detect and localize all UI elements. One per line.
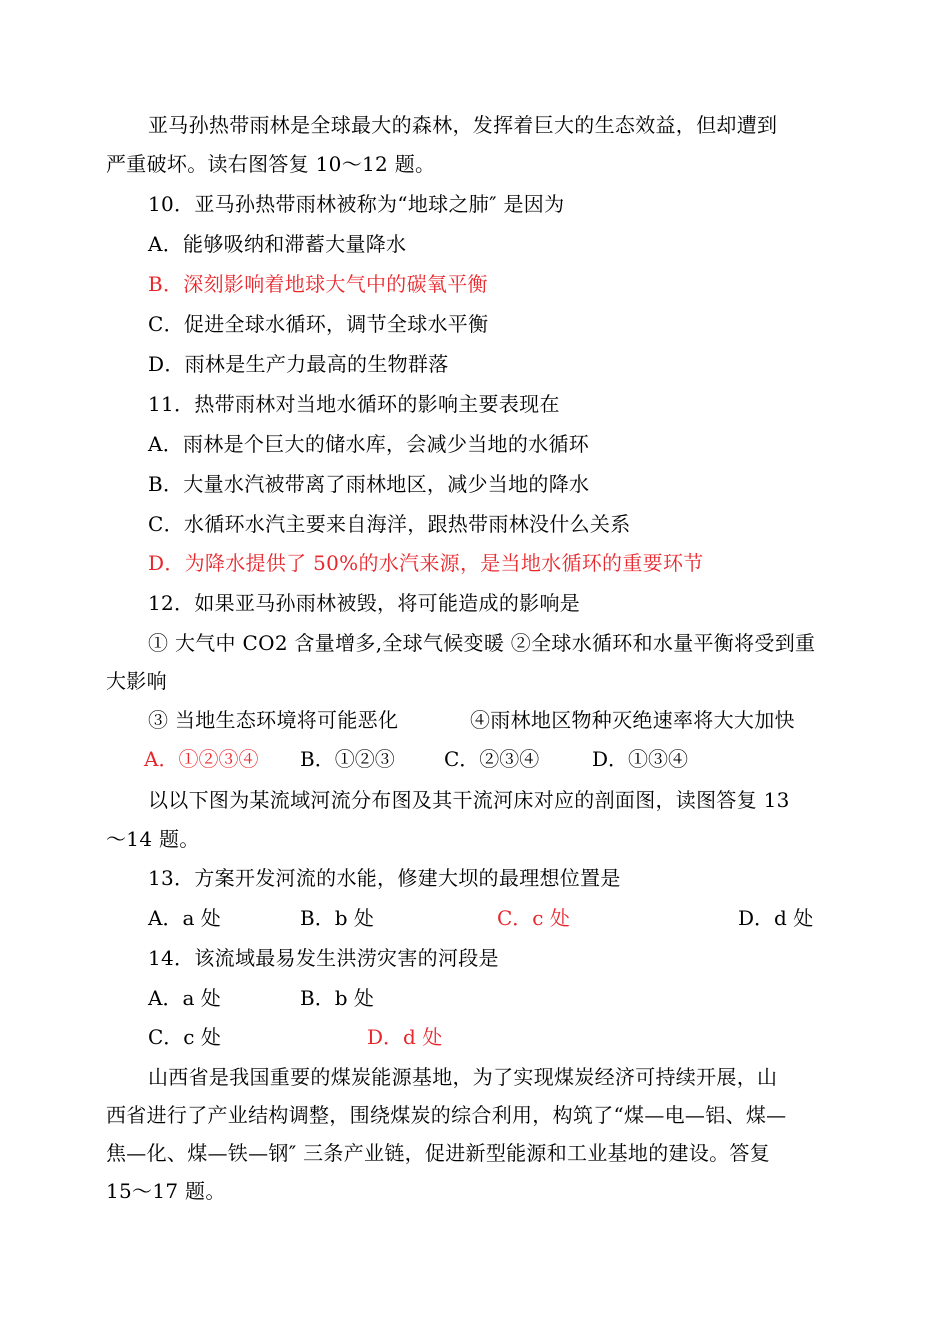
q12-option-d: D．①③④: [592, 747, 689, 771]
q11-option-a: A．雨林是个巨大的储水库，会减少当地的水循环: [148, 432, 590, 456]
q10-option-c: C．促进全球水循环，调节全球水平衡: [148, 312, 489, 336]
intro-3-line-4: 15～17 题。: [106, 1179, 226, 1203]
q14-option-b: B．b 处: [300, 986, 374, 1010]
q13-stem: 13．方案开发河流的水能，修建大坝的最理想位置是: [148, 866, 621, 890]
q14-option-c: C．c 处: [148, 1025, 221, 1049]
q14-option-d-answer: D．d 处: [367, 1025, 443, 1049]
q12-items-line-1: ① 大气中 CO2 含量增多,全球气候变暖 ②全球水循环和水量平衡将受到重: [148, 631, 816, 655]
q12-option-b: B．①②③: [300, 747, 395, 771]
q12-item-3: ③ 当地生态环境将可能恶化: [148, 708, 399, 732]
q11-option-d-answer: D．为降水提供了 50%的水汽来源，是当地水循环的重要环节: [148, 551, 704, 575]
q12-option-c: C．②③④: [444, 747, 540, 771]
q10-option-a: A．能够吸纳和滞蓄大量降水: [148, 232, 407, 256]
q13-option-c-answer: C．c 处: [497, 906, 570, 930]
intro-3-line-3: 焦—化、煤—铁—钢″ 三条产业链，促进新型能源和工业基地的建设。答复: [106, 1141, 771, 1165]
q10-option-b-answer: B．深刻影响着地球大气中的碳氧平衡: [148, 272, 488, 296]
q12-item-4: ④雨林地区物种灭绝速率将大大加快: [470, 708, 795, 732]
q11-option-c: C．水循环水汽主要来自海洋，跟热带雨林没什么关系: [148, 512, 631, 536]
q10-stem: 10．亚马孙热带雨林被称为“地球之肺″ 是因为: [148, 192, 565, 216]
q14-option-a: A．a 处: [148, 986, 221, 1010]
q12-option-a-answer: A．①②③④: [144, 747, 259, 771]
intro-1-line-2: 严重破坏。读右图答复 10～12 题。: [106, 152, 436, 176]
q11-option-b: B．大量水汽被带离了雨林地区，减少当地的降水: [148, 472, 590, 496]
q12-stem: 12．如果亚马孙雨林被毁，将可能造成的影响是: [148, 591, 581, 615]
q12-items-line-2: 大影响: [106, 669, 167, 693]
q14-stem: 14．该流域最易发生洪涝灾害的河段是: [148, 946, 499, 970]
q11-stem: 11．热带雨林对当地水循环的影响主要表现在: [148, 392, 560, 416]
intro-2-line-1: 以以下图为某流域河流分布图及其干流河床对应的剖面图，读图答复 13: [148, 788, 790, 812]
q13-option-a: A．a 处: [148, 906, 221, 930]
intro-3-line-1: 山西省是我国重要的煤炭能源基地，为了实现煤炭经济可持续开展，山: [148, 1065, 778, 1089]
intro-2-line-2: ～14 题。: [106, 827, 200, 851]
q13-option-d: D．d 处: [738, 906, 814, 930]
intro-1-line-1: 亚马孙热带雨林是全球最大的森林，发挥着巨大的生态效益，但却遭到: [148, 113, 778, 137]
q10-option-d: D．雨林是生产力最高的生物群落: [148, 352, 449, 376]
intro-3-line-2: 西省进行了产业结构调整，围绕煤炭的综合利用，构筑了“煤—电—铝、煤—: [106, 1103, 787, 1127]
q13-option-b: B．b 处: [300, 906, 374, 930]
